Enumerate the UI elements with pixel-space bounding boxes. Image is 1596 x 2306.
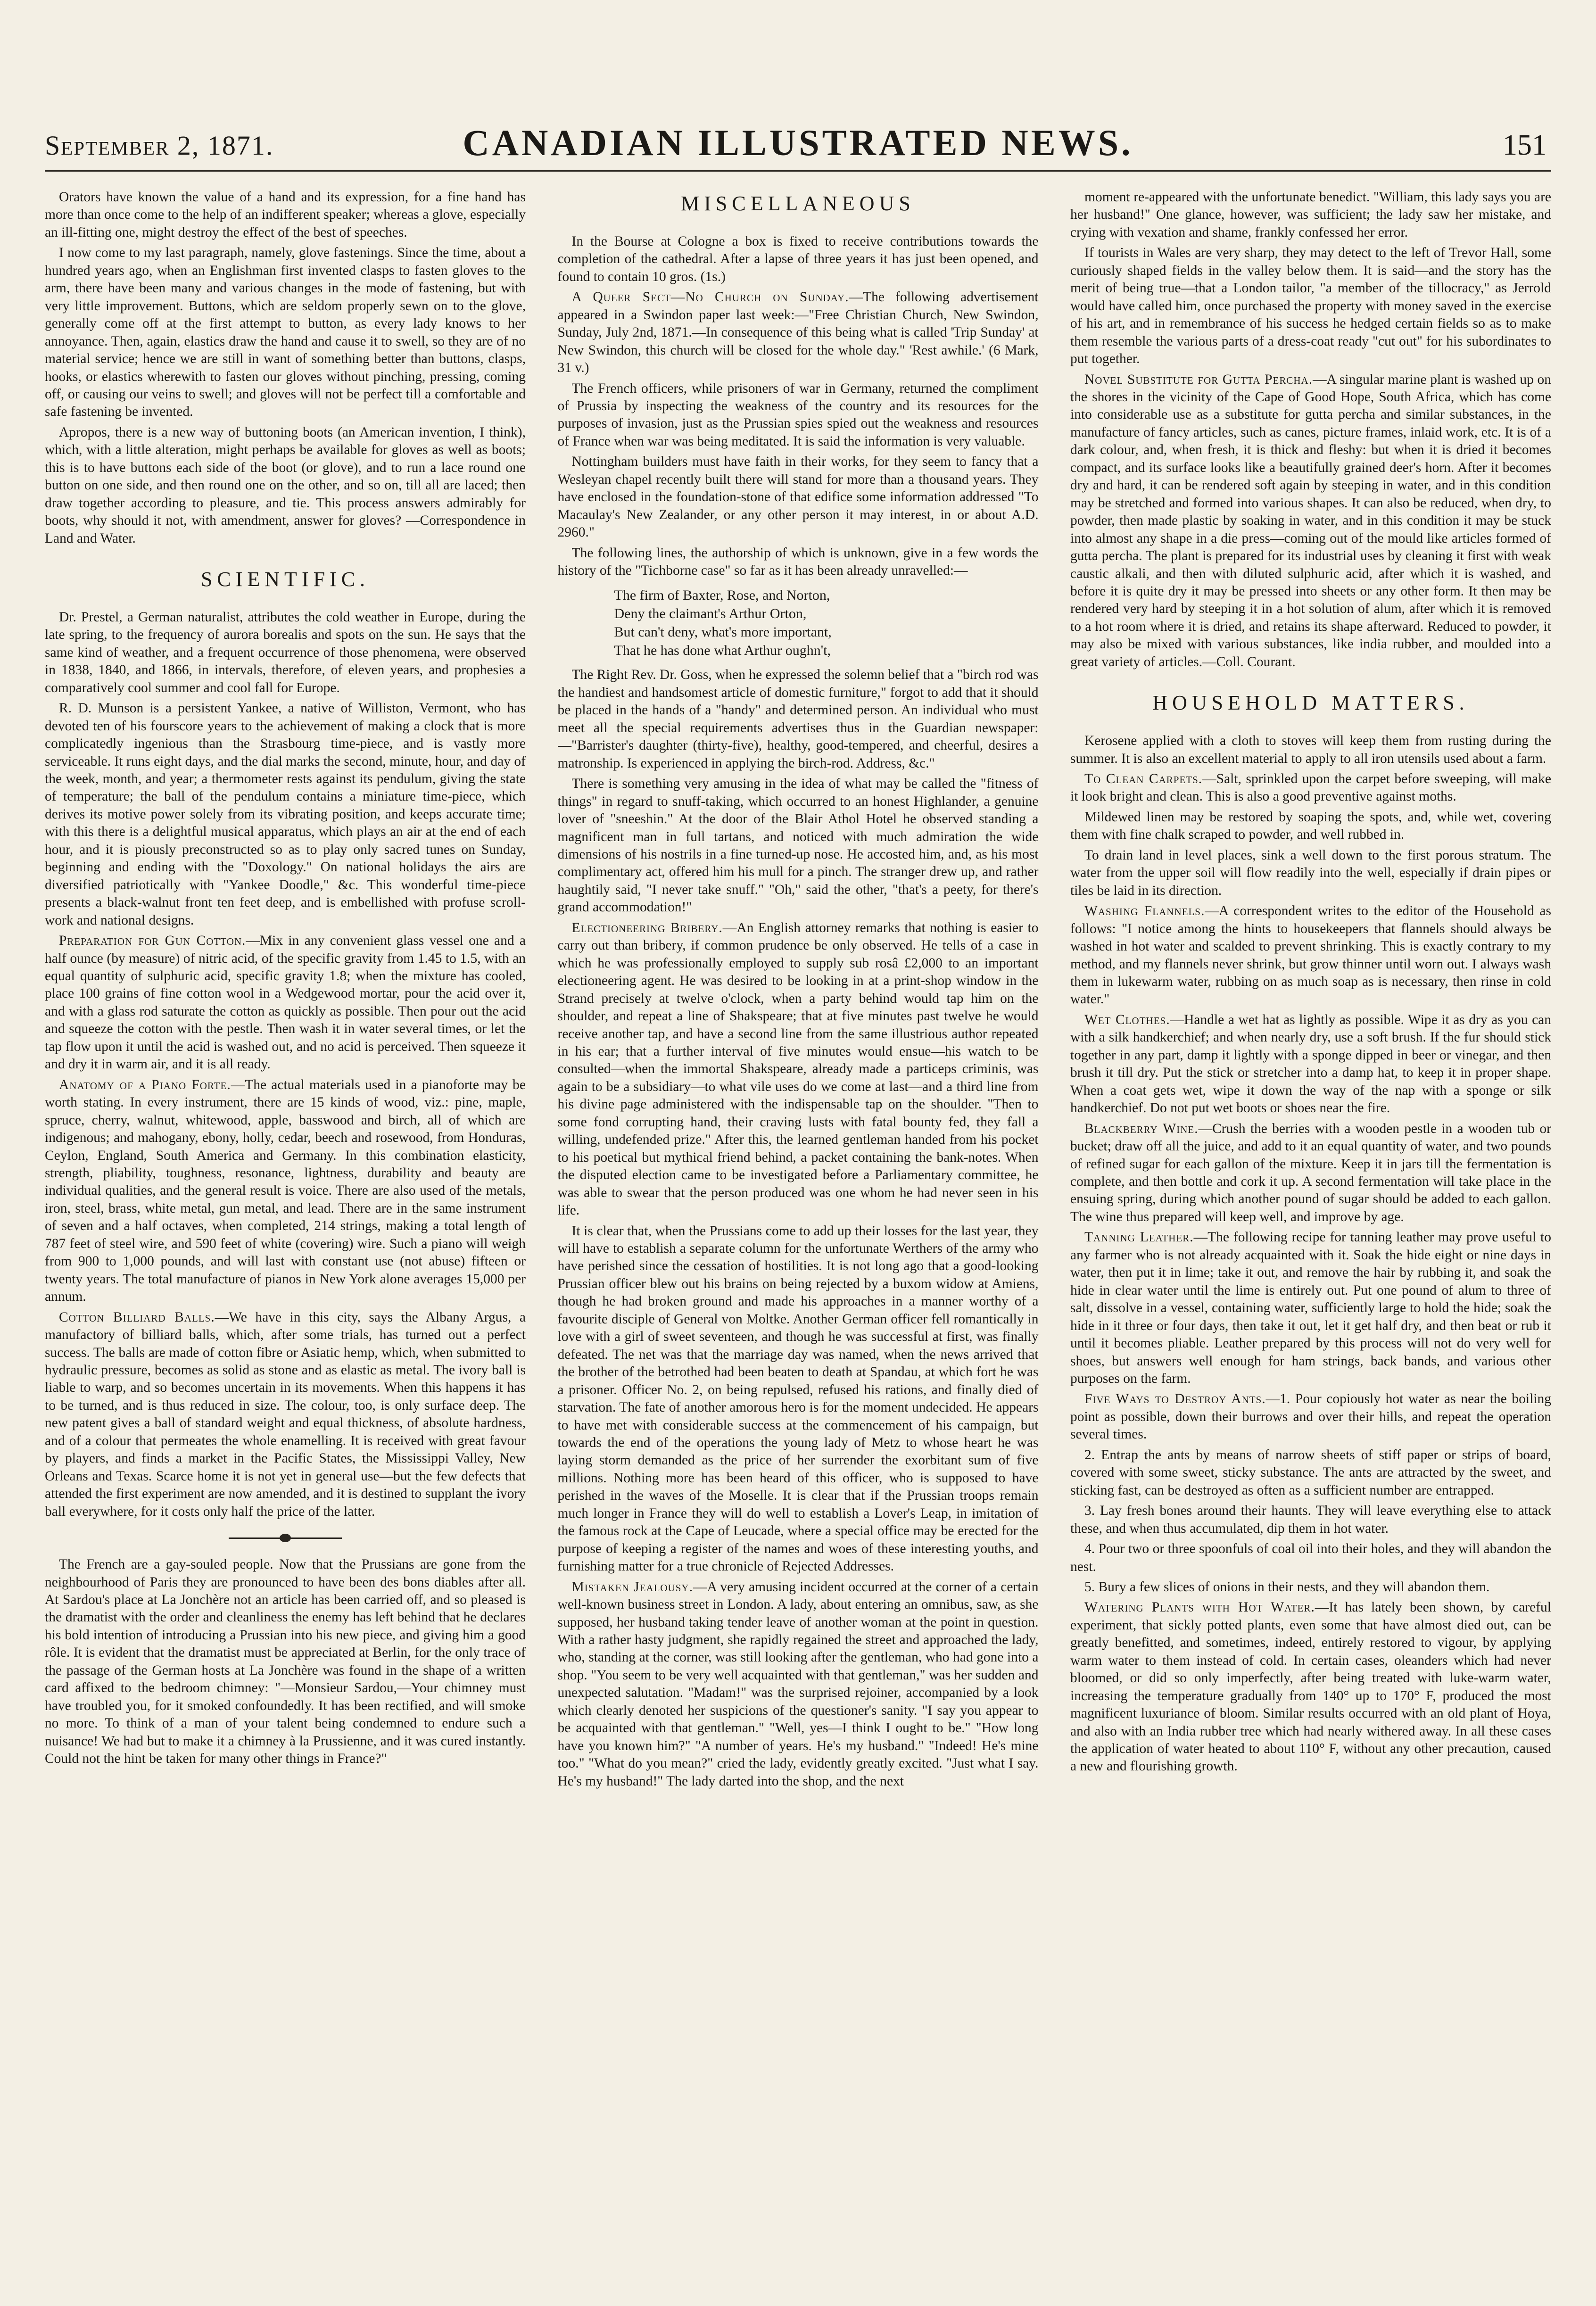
article-paragraph: 3. Lay fresh bones around their haunts. They will leave everything else to attack these, and when thus accumulated, dip them in hot water. [1070,1503,1551,1536]
article-lead: Wet Clothes. [1084,1012,1170,1027]
article-paragraph [558,1579,1039,1790]
section-divider [229,1537,342,1539]
article-lead: Electioneering Bribery. [571,920,723,935]
article-paragraph: The French are a gay-souled people. Now that the Prussians are gone from the neighbourhood of Paris they are pronounced to have been des bons diables after all. At Sardou's place at La Jonchère not an article has been carried off, and so pleased is the dramatist with the order and cleanliness the enemy has left behind that he declares his bold intention of introducing a Prussian into his new piece, and giving him a good rôle. It is evident that the dramatist must be appreciated at Berlin, for the only trace of the passage of the German hosts at La Jonchère was found in the shape of a written card affixed to the bedroom chimney: "—Monsieur Sardou,—Your chimney must have troubled you, for it smoked confoundedly. It has been rectified, and will smoke no more. To think of a man of your talent being condemned to endure such a nuisance! We had but to make it a chimney à la Prussienne, and it was cured instantly. Could not the hint be taken for many other things in France?" [45,1557,526,1767]
article-paragraph: I now come to my last paragraph, namely, glove fastenings. Since the time, about a hundred years ago, when an Englishman first invented clasps to fasten gloves to the arm, there have been many and various changes in the mode of fastening, but with very little improvement. Buttons, which are seldom properly sewn on to the glove, generally come off at the first attempt to button, as every lady knows to her annoyance. Then, again, elastics draw the hand and cause it to swell, so they are of no material service; hence we are still in want of something better than buttons, clasps, hooks, or elastics wherewith to fasten our gloves without pinching, pressing, coming off, or causing our veins to swell; and gloves will not be perfect till a comfortable and safe fastening be invented. [45,245,526,420]
article-lead: Mistaken Jealousy. [571,1579,693,1595]
verse-line: That he has done what Arthur oughn't, [614,643,831,659]
verse-line: Deny the claimant's Arthur Orton, [614,606,807,622]
article-paragraph [1070,371,1551,671]
column-left [45,189,526,2273]
article-paragraph: If tourists in Wales are very sharp, they may detect to the left of Trevor Hall, some curiously shaped fields in the valley below them. It is said—and the story has the merit of being true—that a London tailor, "a member of the tillocracy," as Jerrold would have called him, once purchased the property with money saved in the exercise of his art, and in remembrance of his success he hedged certain fields so as to make them resemble the various parts of a dress-coat ready "cut out" for his subordinates to put together. [1070,245,1551,367]
article-lead: Watering Plants with Hot Water. [1084,1600,1315,1615]
article-paragraph: Nottingham builders must have faith in their works, for they seem to fancy that a Wesleyan chapel recently built there will stand for more than a thousand years. They have enclosed in the foundation-stone of that edifice some information addressed "To Macaulay's New Zealander, or any other person it may interest, in or about A.D. 2960." [557,454,1039,540]
article-paragraph: Apropos, there is a new way of buttoning boots (an American invention, I think), which, with a little alteration, might perhaps be available for gloves as well as boots; this is to have buttons each side of the boot (or glove), and to run a lace round one button on one side, and then round one on the other, and so on, till all are laced; then draw together according to pleasure, and tie. This process answers admirably for boots, why should it not, with amendment, answer for gloves? —Correspondence in Land and Water. [45,424,526,546]
article-paragraph [1070,1229,1551,1388]
column-right [1070,189,1551,2273]
article-paragraph [1070,1599,1551,1776]
article-body: —The actual materials used in a pianoforte may be worth stating. In every instrument, there are 15 kinds of wood, viz.: pine, maple, spruce, cherry, walnut, whitewood, apple, basswood and birch, all of which are indigenous; and mahogany, ebony, holly, cedar, beech and rosewood, from Honduras, Ceylon, England, South America and Germany. In this combination elasticity, strength, pliability, toughness, resonance, lightness, durability and beauty are individual qualities, and the general result is voice. There are also used of the metals, iron, steel, brass, white metal, gun metal, and lead. There are in the same instrument of seven and a half octaves, when completed, 214 strings, making a total length of 787 feet of steel wire, and 590 feet of white (covering) wire. Such a piano will weigh from 900 to 1,000 pounds, and will last with constant use (not abuse) fifteen or twenty years. The total manufacture of pianos in New York alone averages 15,000 per annum. [45,1077,526,1305]
article-body: —A correspondent writes to the editor of the Household as follows: "I notice among the hints to housekeepers that flannels should always be washed in hot water and scalded to prevent shrinking. This is exactly contrary to my method, and my flannels never shrink, but grow thinner until worn out. I always wash them in lukewarm water, rubbing on as much soap as is necessary, then rinse in cold water." [1070,903,1551,1007]
article-body: —The following recipe for tanning leather may prove useful to any farmer who is not already acquainted with it. Soak the hide eight or nine days in water, then put it in lime; take it out, and remove the hair by rubbing it, and soak the hide in clear water until the lime is entirely out. Put one pound of alum to three of salt, dissolve in a vessel, containing water, sufficiently large to hold the hide; soak the hide in it three or four days, then take it out, let it get half dry, and then beat or rub it until it becomes pliable. Leather prepared by this process will not do very well for shoes, but answers well enough for ham strings, back bands, and various other purposes on the farm. [1070,1230,1551,1386]
article-paragraph [1070,770,1551,806]
article-body: —Salt, sprinkled upon the carpet before sweeping, will make it look bright and clean. This is also a good preventive against moths. [1070,771,1551,804]
article-paragraph [1070,1390,1551,1443]
article-paragraph [45,932,526,1074]
article-paragraph: Kerosene applied with a cloth to stoves will keep them from rusting during the summer. It is also an excellent material to apply to all iron utensils used about a farm. [1070,733,1551,766]
article-paragraph [1070,902,1551,1008]
article-paragraph: Dr. Prestel, a German naturalist, attributes the cold weather in Europe, during the late spring, to the frequency of aurora borealis and spots on the sun. He says that the same kind of weather, and a frequent occurrence of those phenomena, were observed in 1838, 1840, and 1866, in intervals, therefore, of eleven years, and prophesies a comparatively cool summer and cool fall for Europe. [45,609,526,695]
column-middle [558,189,1039,2273]
issue-date: September 2, 1871. [45,130,274,161]
article-lead: A Queer Sect—No Church on Sunday. [571,289,849,305]
section-heading-scientific: SCIENTIFIC. [200,568,370,591]
article-paragraph [558,919,1039,1220]
article-paragraph: moment re-appeared with the unfortunate benedict. "William, this lady says you are her husband!" One glance, however, was sufficient; the lady saw her mistake, and crying with vexation and shame, frankly confessed her error. [1070,190,1551,240]
article-paragraph [45,1309,526,1521]
article-paragraph: Mildewed linen may be restored by soaping the spots, and, while wet, covering them with fine chalk scraped to powder, and well rubbed in. [1070,809,1551,843]
article-lead: Preparation for Gun Cotton. [59,933,246,949]
article-lead: Five Ways to Destroy Ants. [1084,1391,1266,1407]
verse-line: The firm of Baxter, Rose, and Norton, [614,587,830,603]
article-paragraph: There is something very amusing in the idea of what may be called the "fitness of things" in regard to snuff-taking, which occurred to an honest Highlander, a genuine lover of "sneeshin." At the door of the Blair Athol Hotel he observed standing a magnificent man in full tartans, and noticed with much admiration the wide dimensions of his nostrils in a fine turned-up nose. He accosted him, and, as his most complimentary act, offered him his mull for a pinch. The stranger drew up, and rather haughtily said, "I never take snuff." "Oh," said the other, "that's a peety, for there's grand accommodation!" [557,776,1039,915]
article-paragraph [1070,1120,1551,1226]
article-lead: Novel Substitute for Gutta Percha. [1084,372,1313,387]
article-paragraph [45,1076,526,1306]
article-body: —Mix in any convenient glass vessel one and a half ounce (by measure) of nitric acid, of the specific gravity from 1.45 to 1.5, with an equal quantity of sulphuric acid, specific gravity 1.8; when the mixture has cooled, place 100 grains of fine cotton wool in a Wedgewood mortar, pour the acid over it, and with a glass rod saturate the cotton as quickly as possible. Then pour out the acid and squeeze the cotton with the pestle. Then wash it in water several times, or let the tap flow upon it until the acid is washed out, and no acid is perceived. Then squeeze it and dry it in warm air, and it is all ready. [45,933,526,1072]
article-paragraph: The following lines, the authorship of which is unknown, give in a few words the history of the "Tichborne case" so far as it has been already unravelled:— [557,545,1039,579]
article-paragraph: 2. Entrap the ants by means of narrow sheets of stiff paper or strips of board, covered with some sweet, sticky substance. The ants are attracted by the sweet, and sticking fast, can be destroyed as often as a sufficient number are entrapped. [1070,1447,1551,1498]
masthead [45,113,1551,172]
article-body: —A singular marine plant is washed up on the shores in the vicinity of the Cape of Good Hope, South Africa, which has come into considerable use as a substitute for gutta percha and similar substances, in the manufacture of fancy articles, such as canes, picture frames, inlaid work, etc. It is of a dark colour, and, when fresh, it is thick and fleshy: but when it is dried it becomes compact, and its surface looks like a beautifully grained deer's horn. After it becomes dry and hard, it can be rendered soft again by steeping in water, and in this condition may be stretched and formed into various shapes. It can also be reduced, when dry, to powder, then made plastic by soaking in water, and in this condition it may be stuck into almost any shape in a die press—coming out of the mould like articles formed of gutta percha. The plant is prepared for its industrial uses by cleaning it first with weak caustic alkali, and then with diluted sulphuric acid, after which it is washed, and before it is quite dry it may be pressed into sheets or any other form. It then may be rendered very hard by steeping it in a hot solution of alum, after which it is removed to a hot room where it is dried, and retains its shape afterward. Reduced to powder, it may also be mixed with various substances, like india rubber, and moulded into a great variety of articles.—Coll. Courant. [1070,372,1551,669]
article-body: —A very amusing incident occurred at the corner of a certain well-known business street in London. A lady, about entering an omnibus, saw, as she supposed, her husband taking tender leave of another woman at the point in question. With a rather hasty judgment, she rapidly regained the street and approached the lady, who, standing at the corner, was still looking after the gentleman, who had gone into a shop. "You seem to be very well acquainted with that gentleman," was her sudden and unexpected salutation. "Madam!" was the surprised rejoiner, accompanied by a look which clearly denoted her suspicions of the questioner's sanity. "I say you appear to be acquainted with that gentleman." "Well, yes—I think I ought to be." "How long have you known him?" "A number of years. He's my husband." "Indeed! He's mine too." "What do you mean?" cried the lady, evidently greatly excited. "Just what I say. He's my husband!" The lady darted into the shop, and the next [557,1579,1039,1789]
article-paragraph: It is clear that, when the Prussians come to add up their losses for the last year, they will have to establish a separate column for the unfortunate Werthers of the army who have perished since the cessation of hostilities. It is not long ago that a good-looking Prussian officer blew out his brains on being rejected by a buxom widow at Amiens, though he had broken ground and made his approaches in a manner worthy of a favourite disciple of General von Moltke. Another German officer fell romantically in love with a girl of sweet seventeen, and though he was successful at first, was finally defeated. The net was that the marriage day was named, when the news arrived that the brother of the betrothed had been beaten to death at Spandau, at which fort he was a prisoner. Officer No. 2, on being repulsed, refused his rations, and finally died of starvation. The fate of another amorous hero is for the moment undecided. He appears to have met with considerable success at the commencement of his campaign, but towards the end of the operations the young lady of Metz to whose heart he was laying storm demanded as the price of her surrender the exorbitant sum of five millions. Nothing more has been heard of this officer, who is supposed to have perished in the waves of the Moselle. It is clear that if the Prussian troops remain much longer in France they will do well to establish a Lover's Leap, in imitation of the famous rock at the Cape of Leucade, where a special office may be erected for the purpose of keeping a register of the names and woes of these interesting youths, and furnishing matter for a true chronicle of Rejected Addresses. [557,1223,1039,1574]
article-body: —Crush the berries with a wooden pestle in a wooden tub or bucket; draw off all the juice, and add to it an equal quantity of water, and two pounds of refined sugar for each gallon of the mixture. Keep it in jars till the fermentation is complete, and then bottle and cork it up. A second fermentation will take place in the ensuing spring, during which another pound of sugar should be added to each gallon. The wine thus prepared will keep well, and improve by age. [1070,1121,1551,1224]
poem-verse [614,586,1039,660]
article-body: —Handle a wet hat as lightly as possible. Wipe it as dry as you can with a silk handkerchief; and when nearly dry, use a soft brush. If the fur should stick together in any part, damp it lightly with a sponge dipped in beer or vinegar, and then brush it till dry. Put the stick or stretcher into a damp hat, to keep it in proper shape. When a coat gets wet, wipe it down the way of the nap with a sponge or silk handkerchief. Do not put wet boots or shoes near the fire. [1070,1012,1551,1116]
article-paragraph: The Right Rev. Dr. Goss, when he expressed the solemn belief that a "birch rod was the handiest and handsomest article of domestic furniture," forgot to add that it should be placed in the hands of a "handy" and determined person. An individual who must meet all the special requirements advertises thus in the Guardian newspaper:—"Barrister's daughter (thirty-five), healthy, good-tempered, and cheerful, desires a matronship. Is experienced in applying the birch-rod. Address, &c." [557,667,1039,771]
section-heading-household: HOUSEHOLD MATTERS. [1152,691,1469,715]
article-lead: To Clean Carpets. [1084,771,1203,787]
article-lead: Washing Flannels. [1084,903,1205,919]
article-paragraph: To drain land in level places, sink a well down to the first porous stratum. The water from the upper soil will flow readily into the well, especially if drain pipes or tiles be laid in its direction. [1070,847,1551,898]
article-body: —The following advertisement appeared in a Swindon paper last week:—"Free Christian Church, New Swindon, Sunday, July 2nd, 1871.—In consequence of this being what is called 'Trip Sunday' at New Swindon, this church will be closed for the whole day." 'Rest awhile.' (6 Mark, 31 v.) [557,289,1039,376]
article-paragraph: The French officers, while prisoners of war in Germany, returned the compliment of Prussia by inspecting the weakness of the country and its resources for the purposes of invasion, just as the Prussian spies spied out the weakness and resources of France when war was being meditated. It is said the information is very valuable. [557,380,1039,449]
newspaper-title: CANADIAN ILLUSTRATED NEWS. [463,122,1133,163]
section-heading-miscellaneous: MISCELLANEOUS [681,192,915,215]
article-body: —It has lately been shown, by careful experiment, that sickly potted plants, even some that have almost died out, can be greatly benefitted, and sometimes, indeed, entirely restored to vigour, by applying warm water to them instead of cold. In certain cases, oleanders which had never bloomed, or did so only imperfectly, after being treated with luke-warm water, increasing the temperature gradually from 140° up to 170° F, produced the most magnificent luxuriance of bloom. Similar results occurred with an old plant of Hoya, and also with an India rubber tree which had nearly withered away. In all these cases the application of water heated to about 110° F, without any other precaution, caused a new and flourishing growth. [1070,1600,1551,1774]
article-lead: Cotton Billiard Balls. [59,1309,215,1325]
article-paragraph: Orators have known the value of a hand and its expression, for a fine hand has more than once come to the help of an indifferent speaker; whereas a glove, especially an ill-fitting one, might destroy the effect of the best of speeches. [45,190,526,240]
verse-line: But can't deny, what's more important, [614,624,832,640]
article-lead: Blackberry Wine. [1084,1121,1199,1136]
article-paragraph [1070,1011,1551,1117]
article-paragraph: R. D. Munson is a persistent Yankee, a native of Williston, Vermont, who has devoted ten of his fourscore years to the achievement of making a clock that is more complicatedly ingenious than the Strasbourg time-piece, and is vastly more serviceable. It runs eight days, and the dial marks the second, minute, hour, and day of the week, month, and year; a thermometer rests against its pendulum, giving the state of temperature; the ball of the pendulum contains a miniature time-piece, which derives its motive power solely from its vibrating position, and keeps accurate time; with this there is a delightful musical apparatus, which plays an air at the end of each hour, and it is piously preconstructed so as to play only sacred tunes on Sunday, beginning and ending with the "Doxology." On national holidays the airs are diversified patriotically with "Yankee Doodle," &c. This wonderful time-piece presents a black-walnut front ten feet deep, and is embellished with profuse scroll-work and national designs. [45,701,526,928]
article-paragraph: In the Bourse at Cologne a box is fixed to receive contributions towards the completion of the cathedral. After a lapse of three years it has just been opened, and found to contain 10 gros. (1s.) [557,233,1039,284]
page-columns [45,189,1551,2273]
article-paragraph: 4. Pour two or three spoonfuls of coal oil into their holes, and they will abandon the nest. [1070,1541,1551,1574]
article-lead: Anatomy of a Piano Forte. [59,1077,231,1092]
page-number: 151 [1503,129,1546,161]
article-body: —1. Pour copiously hot water as near the boiling point as possible, down their burrows and over their hills, and repeat the operation several times. [1070,1391,1551,1442]
article-paragraph: 5. Bury a few slices of onions in their nests, and they will abandon them. [1084,1579,1490,1595]
article-body: —An English attorney remarks that nothing is easier to carry out than bribery, if common prudence be only observed. He tells of a case in which he was professionally employed to supply sub rosâ £2,000 to an important electioneering agent. He was desired to be looking in at a print-shop window in the Strand precisely at twelve o'clock, when a party behind would tap him on the shoulder, and repeat a line of Shakspeare; that at five minutes past twelve he would receive another tap, and have a second line from the same illustrious author repeated in his ear; that a further interval of five minutes would ensue—his watch to be consulted—when the immortal Shakspeare, already made a particeps criminis, was again to be a subsidiary—to what vile uses do we come at last—and a third line from his divine page administered with the indispensable tap on the shoulder. "Then to some fond corrupting hand, their craving lusts with fatal bounty fed, they fall a willing, undefended prize." After this, the learned gentleman handed from his pocket to his poetical but mythical friend behind, a packet containing the bank-notes. When the disputed election came to be investigated before a Parliamentary committee, he was able to swear that the person produced was one whom he had never seen in his life. [557,920,1039,1218]
article-lead: Tanning Leather. [1084,1230,1194,1245]
article-paragraph [558,289,1039,377]
article-body: —We have in this city, says the Albany Argus, a manufactory of billiard balls, which, after some trials, has turned out a perfect success. The balls are made of cotton fibre or Asiatic hemp, which, when submitted to hydraulic pressure, becomes as solid as stone and as elastic as metal. The ivory ball is liable to warp, and so becomes uncertain in its movements. When this happens it has to be turned, and is thus reduced in size. The colour, too, is only surface deep. The new patent gives a ball of standard weight and equal thickness, of absolute hardness, and of a colour that permeates the whole enamelling. It is received with great favour by players, and finds a market in the Pacific States, the Mississippi Valley, New Orleans and Texas. Scarce home it is not yet in general use—but the few defects that attended the first experiment are now amended, and it is destined to supplant the ivory ball everywhere, for it costs only half the price of the latter. [45,1309,526,1519]
